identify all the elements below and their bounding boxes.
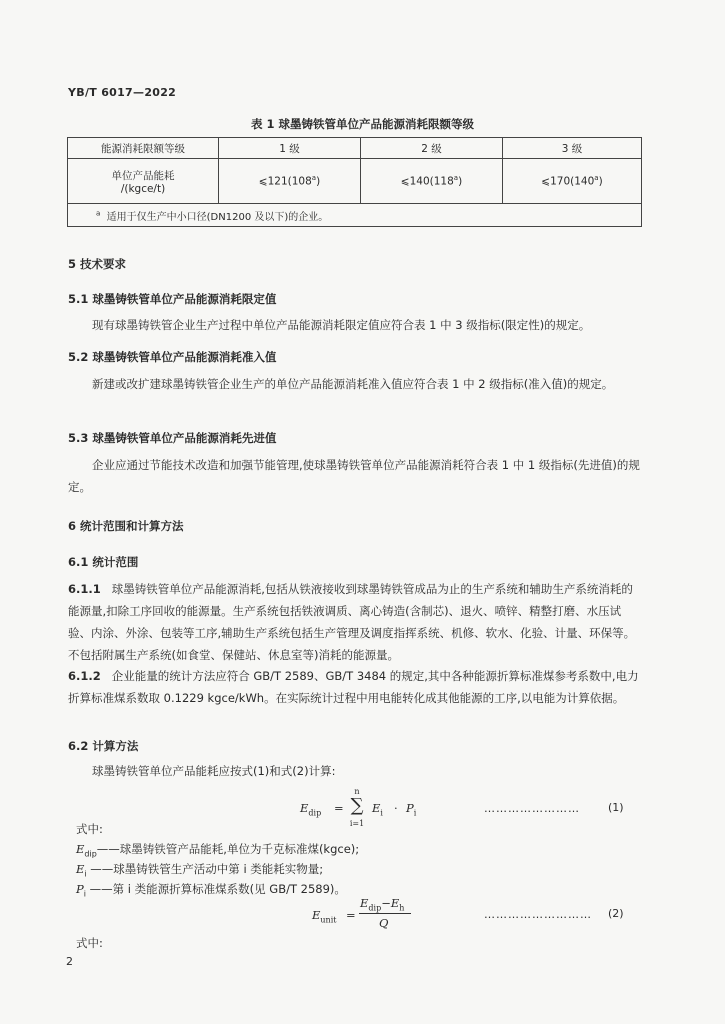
formula-equals: =	[346, 908, 356, 922]
formula-1-number: (1)	[608, 801, 624, 814]
section-6-1-2	[68, 665, 640, 709]
section-5-2-text: 新建或改扩建球墨铸铁管企业生产的单位产品能源消耗准入值应符合表 1 中 2 级指标(准入值)的规定。	[92, 377, 614, 391]
formula-symbol: E	[300, 801, 309, 815]
row-label-line-1: 单位产品能耗	[111, 169, 175, 182]
table-header-cell: 能源消耗限额等级	[68, 138, 219, 159]
where-label-2: 式中:	[76, 936, 103, 950]
formula-subscript: h	[399, 903, 405, 913]
table-caption: 表 1 球墨铸铁管单位产品能源消耗限额等级	[250, 117, 474, 131]
def-text: ——球墨铸铁管生产活动中第 i 类能耗实物量;	[86, 862, 324, 876]
formula-2	[312, 896, 422, 936]
formula-subscript: i	[413, 808, 417, 818]
footnote-text: 适用于仅生产中小口径(DN1200 及以下)的企业。	[106, 211, 329, 223]
where-label: 式中:	[76, 822, 103, 836]
table-value-cell: ⩽140(118$^a$)	[361, 159, 503, 204]
def-text: ——第 i 类能源折算标准煤系数(见 GB/T 2589)。	[85, 882, 346, 896]
formula-symbol: Q	[379, 916, 389, 930]
def-symbol: P	[76, 882, 84, 896]
formula-subscript: dip	[368, 903, 382, 913]
footnote-ref: a	[453, 174, 459, 183]
formula-symbol: E	[390, 896, 400, 910]
table-value-cell: ⩽170(140$^a$)	[503, 159, 642, 204]
sum-upper: n	[354, 787, 360, 796]
fraction-numerator	[360, 896, 404, 912]
section-5-1-text: 现有球墨铸铁管企业生产过程中单位产品能源消耗限定值应符合表 1 中 3 级指标(限定性)的规定。	[92, 318, 591, 332]
row-label-cell	[68, 159, 219, 204]
formula-symbol: E	[360, 896, 369, 910]
section-6-1-title: 6.1 统计范围	[68, 555, 139, 569]
formula-2-number: (2)	[608, 907, 624, 920]
formula-subscript: unit	[320, 915, 337, 925]
section-5-3-title: 5.3 球墨铸铁管单位产品能源消耗先进值	[68, 431, 277, 445]
value-text: ⩽121(108	[258, 175, 312, 188]
footnote-mark: a	[96, 209, 101, 218]
section-6-2-title: 6.2 计算方法	[68, 739, 139, 753]
formula-subscript: dip	[308, 808, 322, 818]
standard-number: YB/T 6017—2022	[68, 86, 177, 99]
energy-limit-table	[67, 137, 642, 227]
table-header-cell: 3 级	[503, 138, 642, 159]
table-header-cell: 1 级	[219, 138, 361, 159]
section-5-3-text: 企业应通过节能技术改造和加强节能管理,使球墨铸铁管单位产品能源消耗符合表 1 中 1 级指标(先进值)的规定。	[68, 458, 640, 494]
formula-dot: ·	[394, 801, 398, 815]
section-5-title: 5 技术要求	[68, 257, 127, 271]
footnote-ref: a	[311, 174, 317, 183]
page-number: 2	[66, 955, 73, 968]
value-text: ⩽170(140	[541, 175, 595, 188]
section-6-title: 6 统计范围和计算方法	[68, 519, 184, 533]
value-text: ⩽140(118	[400, 175, 454, 188]
def-subscript: i	[83, 889, 86, 899]
section-5-1-title: 5.1 球墨铸铁管单位产品能源消耗限定值	[68, 292, 277, 306]
clause-number: 6.1.2	[68, 669, 101, 683]
def-subscript: dip	[84, 849, 97, 859]
formula-1-leader: ……………………	[484, 802, 580, 815]
formula-symbol: P	[406, 801, 414, 815]
table-header-cell: 2 级	[361, 138, 503, 159]
sum-lower: i=1	[349, 819, 365, 828]
def-symbol: E	[76, 862, 85, 876]
formula-2-leader: ………………………	[484, 908, 592, 921]
clause-text: 球墨铸铁管单位产品能源消耗,包括从铁液接收到球墨铸铁管成品为止的生产系统和辅助生产系统消耗的能源量,扣除工序回收的能源量。生产系统包括铁液调质、离心铸造(含制芯)、退火、喷锌、精整打磨、水压试验、内涂、外涂、包装等工序,辅助生产系统包括生产管理及调度指挥系统、机修、软水、化验、计量、环保等。不包括附属生产系统(如食堂、保健站、休息室等)消耗的能源量。	[68, 582, 636, 662]
def-symbol: E	[76, 842, 85, 856]
formula-equals: =	[334, 801, 344, 815]
sum-sign: ∑	[350, 795, 364, 816]
def-subscript: i	[84, 869, 87, 879]
footnote-ref: a	[594, 174, 599, 183]
formula-subscript: i	[380, 808, 383, 818]
table-footnote	[68, 204, 642, 227]
definition-pi	[76, 878, 346, 905]
section-5-2-title: 5.2 球墨铸铁管单位产品能源消耗准入值	[68, 350, 277, 364]
row-label-line-2: /(kgce/t)	[120, 182, 166, 195]
clause-number: 6.1.1	[68, 582, 101, 596]
formula-minus: −	[381, 896, 391, 910]
def-text: ——球墨铸铁管产品能耗,单位为千克标准煤(kgce);	[96, 842, 360, 856]
clause-text: 企业能量的统计方法应符合 GB/T 2589、GB/T 3484 的规定,其中各种能源折算标准煤参考系数中,电力折算标准煤系数取 0.1229 kgce/kWh。在实际统计过程中用电能转化成其他能源的工序,以电能为计算依据。	[68, 669, 639, 705]
formula-symbol: E	[312, 908, 321, 922]
fraction-bar	[359, 913, 411, 914]
section-6-2-intro: 球墨铸铁管单位产品能耗应按式(1)和式(2)计算:	[92, 764, 336, 778]
table-value-cell: ⩽121(108$^a$)	[219, 159, 361, 204]
section-6-1-1	[68, 578, 640, 666]
formula-1	[300, 787, 450, 833]
formula-symbol: E	[372, 801, 381, 815]
